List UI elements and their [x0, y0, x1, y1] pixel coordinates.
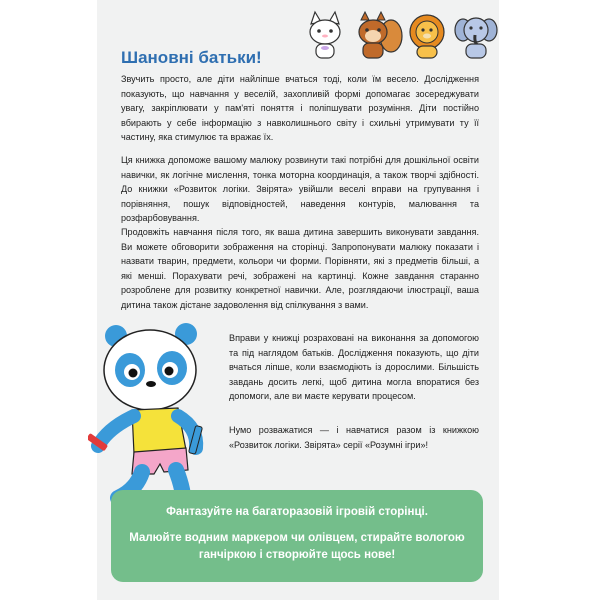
squirrel-icon — [359, 12, 402, 58]
banner-line-2: Малюйте водним маркером чи олівцем, стирайте вологою ганчіркою і створюйте щось нове! — [129, 532, 465, 561]
animal-icons — [303, 10, 503, 62]
closing-paragraph: Нумо розважатися — і навчатися разом із книжкою «Розвиток логіки. Звірята» серії «Розумні ігри»! — [229, 425, 479, 450]
cat-icon — [310, 12, 340, 58]
elephant-icon — [455, 18, 497, 58]
panda-illustration — [88, 318, 228, 518]
intro-paragraph: Звучить просто, але діти найліпше вчаться тоді, коли їм весело. Дослідження показують, що навчання у веселій, захопливій формі допомагає зосереджувати увагу, закріплювати у пам'яті поняття і поліпшувати розуміння. Діти постійно вбирають у себе інформацію з навколишнього світу і схильні утримувати ту її частину, яка стимулює та вражає їх. — [121, 74, 479, 142]
exercises-paragraph: Вправи у книжці розраховані на виконання за допомогою та під наглядом батьків. Дослідження показують, що діти вчаться ліпше, коли взаємодіють із дорослими. Більшість завдань досить легкі, щоб дитина могла впоратися без допомоги, але ви маєте керувати процесом. — [229, 333, 479, 401]
continue-learning-paragraph: Продовжіть навчання після того, як ваша дитина завершить виконувати завдання. Ви можете обговорити зображення на сторінці. Запропонувати малюку показати і назвати тварин, предмети, кольори чи форми. Порівняти, які з предметів більші, а які менші. Порахувати речі, зображені на картинці. Кожне завдання старанно розроблене для розвитку конкретної навички. Але, розглядаючи ілюстрації, ваша дитина також дістане задоволення від спілкування з вами. — [121, 227, 479, 310]
banner-line-1: Фантазуйте на багаторазовій ігровій сторінці. — [166, 506, 428, 518]
page-title: Шановні батьки! — [121, 48, 262, 67]
book-description-paragraph: Ця книжка допоможе вашому малюку розвинути такі потрібні для дошкільної освіти навички, як логічне мислення, тонка моторна координація, а також творчі здібності. До книжки «Розвиток логіки. Звірята» увійшли веселі вправи на групування і порівняння, пошук відповідностей, наведення контурів, малювання та розфарбовування. — [121, 155, 479, 223]
lion-icon — [410, 15, 444, 58]
